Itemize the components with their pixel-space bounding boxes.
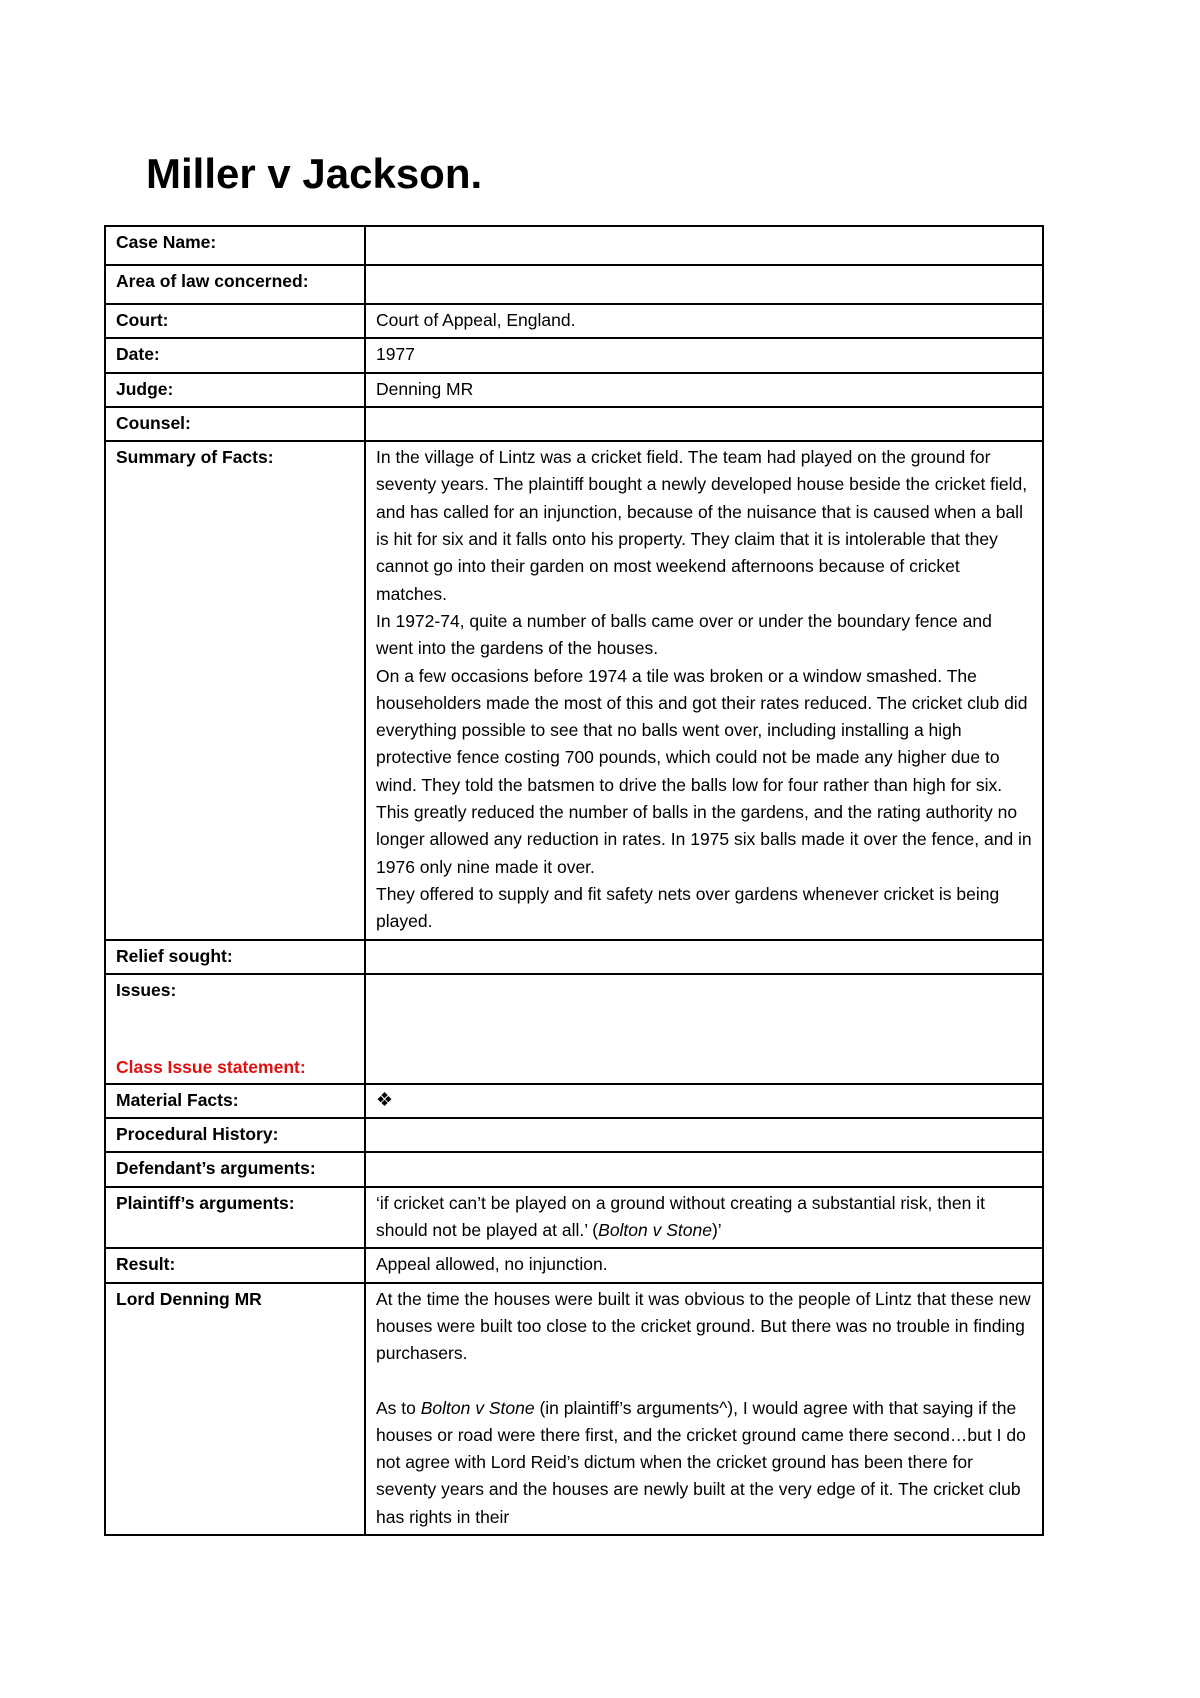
label-lord-denning: Lord Denning MR (105, 1283, 365, 1535)
row-plaintiff-arguments (105, 1187, 1043, 1249)
summary-paragraph: On a few occasions before 1974 a tile was broken or a window smashed. The householders made the most of this and got their rates reduced. The cricket club did everything possible to see that no balls went over, including installing a high protective fence costing 700 pounds, which could not be made any higher due to wind. They told the batsmen to drive the balls low for four rather than high for six. This greatly reduced the number of balls in the gardens, and the rating authority no longer allowed any reduction in rates. In 1975 six balls made it over the fence, and in 1976 only nine made it over. (376, 665, 1032, 877)
label-counsel: Counsel: (105, 407, 365, 441)
row-court (105, 304, 1043, 338)
value-material-facts (365, 1084, 1043, 1118)
summary-paragraph: In 1972-74, quite a number of balls came over or under the boundary fence and went into the gardens of the houses. (376, 610, 992, 659)
document-title: Miller v Jackson. (146, 150, 483, 197)
label-issues (105, 974, 365, 1084)
value-area-of-law (365, 265, 1043, 304)
value-defendant-arguments (365, 1152, 1043, 1186)
value-court: Court of Appeal, England. (365, 304, 1043, 338)
denning-paragraph-2 (376, 1395, 1032, 1531)
class-issue-statement-label: Class Issue statement: (116, 1056, 306, 1077)
label-area-of-law: Area of law concerned: (105, 265, 365, 304)
label-date: Date: (105, 338, 365, 372)
plaintiff-quote-start: ‘if cricket can’t be played on a ground without creating a substantial risk, then it should not be played at all.’ ( (376, 1192, 985, 1241)
row-lord-denning (105, 1283, 1043, 1535)
value-result: Appeal allowed, no injunction. (365, 1248, 1043, 1282)
plaintiff-quote-end: )’ (711, 1220, 722, 1241)
value-summary-of-facts (365, 441, 1043, 939)
value-plaintiff-arguments (365, 1187, 1043, 1249)
label-judge: Judge: (105, 373, 365, 407)
label-court: Court: (105, 304, 365, 338)
denning-case-reference: Bolton v Stone (420, 1397, 535, 1418)
row-relief-sought (105, 940, 1043, 974)
value-judge: Denning MR (365, 373, 1043, 407)
row-procedural-history (105, 1118, 1043, 1152)
diamond-bullet-icon: ❖ (376, 1089, 394, 1111)
value-issues (365, 974, 1043, 1084)
value-case-name (365, 226, 1043, 265)
denning-para2-start: As to (376, 1397, 421, 1418)
value-relief-sought (365, 940, 1043, 974)
label-result: Result: (105, 1248, 365, 1282)
issues-label-text: Issues: (116, 979, 177, 1000)
value-date: 1977 (365, 338, 1043, 372)
row-issues (105, 974, 1043, 1084)
value-lord-denning (365, 1283, 1043, 1535)
denning-paragraph-1: At the time the houses were built it was obvious to the people of Lintz that these new houses were built too close to the cricket ground. But there was no trouble in finding purchasers. (376, 1288, 1031, 1364)
row-counsel (105, 407, 1043, 441)
row-date (105, 338, 1043, 372)
summary-paragraph: In the village of Lintz was a cricket field. The team had played on the ground for seventy years. The plaintiff bought a newly developed house beside the cricket field, and has called for an injunction, because of the nuisance that is caused when a ball is hit for six and it falls onto his property. They claim that it is intolerable that they cannot go into their garden on most weekend afternoons because of cricket matches. (376, 447, 1028, 604)
row-defendant-arguments (105, 1152, 1043, 1186)
row-area-of-law (105, 265, 1043, 304)
label-case-name: Case Name: (105, 226, 365, 265)
row-material-facts (105, 1084, 1043, 1118)
summary-paragraph: They offered to supply and fit safety nets over gardens whenever cricket is being played. (376, 883, 1000, 932)
label-relief-sought: Relief sought: (105, 940, 365, 974)
value-procedural-history (365, 1118, 1043, 1152)
label-defendant-arguments: Defendant’s arguments: (105, 1152, 365, 1186)
paragraph-spacer (376, 1368, 1032, 1395)
label-material-facts: Material Facts: (105, 1084, 365, 1118)
row-case-name (105, 226, 1043, 265)
row-judge (105, 373, 1043, 407)
label-plaintiff-arguments: Plaintiff’s arguments: (105, 1187, 365, 1249)
value-counsel (365, 407, 1043, 441)
case-brief-table (104, 225, 1044, 1536)
row-summary-of-facts (105, 441, 1043, 939)
denning-para2-rest: (in plaintiff’s arguments^), I would agree with that saying if the houses or road were there first, and the cricket ground came there second…but I do not agree with Lord Reid’s dictum when the cricket ground has been there for seventy years and the houses are newly built at the very edge of it. The cricket club has rights in their (376, 1397, 1026, 1527)
label-summary-of-facts: Summary of Facts: (105, 441, 365, 939)
row-result (105, 1248, 1043, 1282)
case-reference-bolton-v-stone: Bolton v Stone (598, 1220, 712, 1241)
label-procedural-history: Procedural History: (105, 1118, 365, 1152)
